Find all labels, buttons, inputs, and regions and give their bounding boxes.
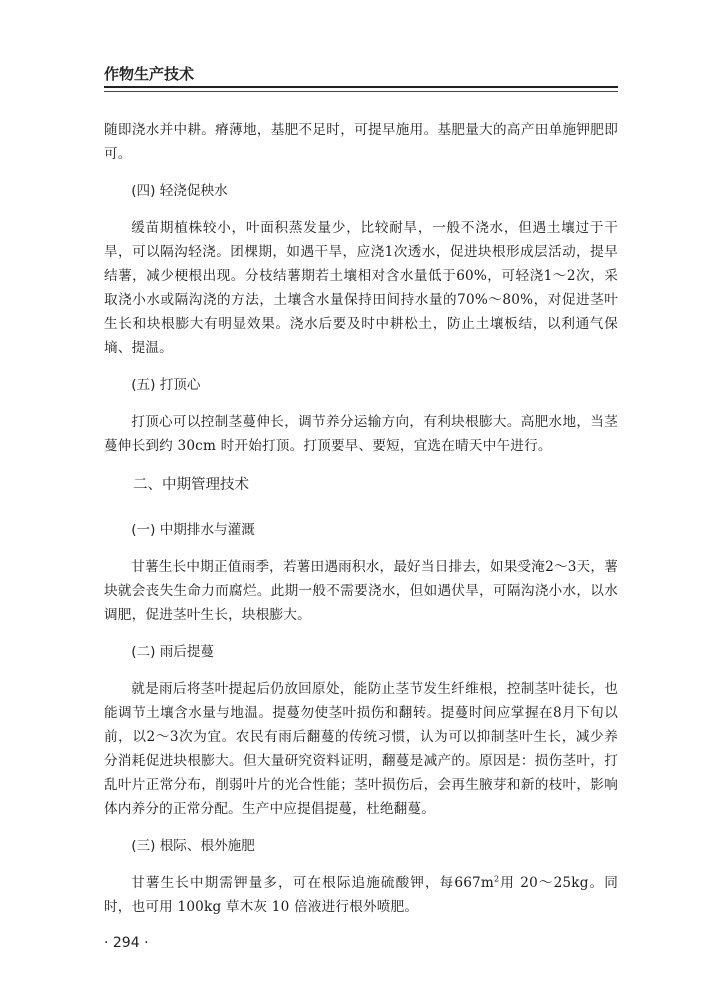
paragraph-continuation: 随即浇水并中耕。瘠薄地，基肥不足时，可提早施用。基肥量大的高产田单施钾肥即可。 (104, 122, 618, 162)
paragraph-watering: 缓苗期植株较小，叶面积蒸发量少，比较耐旱，一般不浇水，但遇土壤过于干旱，可以隔沟轻浇。团棵期，如遇干旱，应浇1次透水，促进块根形成层活动，提早结薯，减少梗根出现。分枝结薯期若土壤相对含水量低于60%，可轻浇1～2次，采取浇小水或隔沟浇的方法，土壤含水量保持田间持水量的70%～80%，对促进茎叶生长和块根膨大有明显效果。浇水后要及时中耕松土，防止土壤板结，以利通气保墒、提温。 (104, 220, 618, 356)
fertilizing-text-a: 甘薯生长中期需钾量多，可在根际追施硫酸钾，每667m (131, 875, 494, 891)
section-heading-m3: (三) 根际、根外施肥 (131, 838, 255, 854)
paragraph-drainage: 甘薯生长中期正值雨季，若薯田遇雨积水，最好当日排去，如果受淹2～3天，薯块就会丧失生命力而腐烂。此期一般不需要浇水，但如遇伏旱，可隔沟浇小水，以水调肥，促进茎叶生长，块根膨大。 (104, 559, 618, 623)
header-rule-thick (104, 86, 618, 88)
section-heading-m2: (二) 雨后提蔓 (131, 644, 215, 660)
fertilizing-text-b: 用 20～25kg。同时，也可用 100kg 草木灰 10 倍液进行根外喷肥。 (104, 875, 618, 915)
section-heading-4: (四) 轻浇促秧水 (131, 183, 228, 199)
paragraph-topping: 打顶心可以控制茎蔓伸长，调节养分运输方向，有利块根膨大。高肥水地，当茎蔓伸长到约 30cm 时开始打顶。打顶要早、要短，宜选在晴天中午进行。 (104, 414, 618, 454)
page-body (104, 118, 618, 919)
section-heading-5: (五) 打顶心 (131, 377, 201, 393)
superscript-2: 2 (494, 874, 500, 884)
section-heading-m1: (一) 中期排水与灌溉 (131, 522, 255, 538)
header-rule-thin (104, 91, 618, 92)
paragraph-vine-lifting: 就是雨后将茎叶提起后仍放回原处，能防止茎节发生纤维根，控制茎叶徒长，也能调节土壤含水量与地温。提蔓勿使茎叶损伤和翻转。提蔓时间应掌握在8月下旬以前，以2～3次为宜。农民有雨后翻蔓的传统习惯，认为可以抑制茎叶生长，减少养分消耗促进块根膨大。但大量研究资料证明，翻蔓是减产的。原因是：损伤茎叶，打乱叶片正常分布，削弱叶片的光合性能；茎叶损伤后，会再生腋芽和新的枝叶，影响体内养分的正常分配。生产中应提倡提蔓，杜绝翻蔓。 (104, 681, 618, 817)
paragraph-fertilizing (104, 871, 618, 919)
page-header-title: 作物生产技术 (104, 65, 195, 83)
chapter-heading: 二、中期管理技术 (133, 477, 249, 493)
page-number: · 294 · (104, 935, 149, 951)
